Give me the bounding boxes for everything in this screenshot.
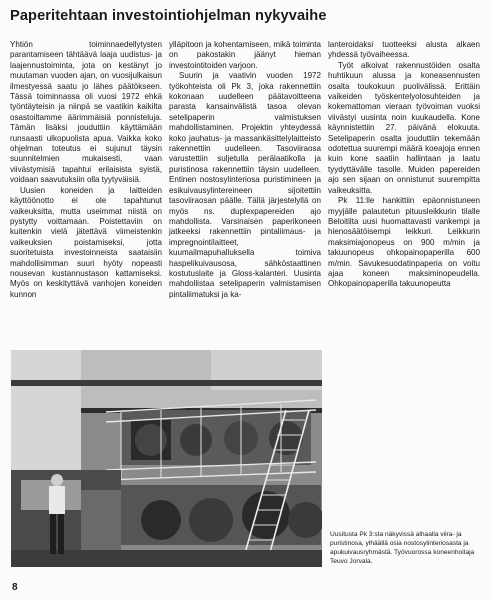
article-body <box>10 40 488 340</box>
page-title: Paperitehtaan investointiohjelman nykyvaihe <box>10 8 327 24</box>
paper-machine-photo <box>11 350 322 567</box>
text-column-2 <box>169 40 321 300</box>
paragraph: Työt alkoivat rakennustöiden osalta huhtikuun alussa ja koneasennusten osalta toukokuun puolivälissä. Erittäin vaikeiden työskentelyolosuhteiden ja kokemattoman vieraan työvoiman vuoksi viivästyi uusinta noin kuukaudella. Kone käynnistettiin 27. päivänä elokuuta. Setelipaperin osalta jouduttiin tekemään odotettua suurempi määrä koeajoja ennen kuin kone saatiin hallintaan ja laatu tyydyttävälle tasolle. Muiden papereiden ajo sen sijaan on onnistunut suurempitta vaikeuksitta. <box>328 60 480 195</box>
paragraph: Yhtiön toiminnaedellytysten parantamiseen tähtäävä laaja uudistus- ja laajennustoiminta, jota on kestänyt jo muutaman vuoden ajan, on vuosijulkaisun ilmestyessä saatu jo lähes päätökseen. Tässä toiminnassa oli vuosi 1972 ehkä työntäyteisin ja niinpä se vaatikin kaikilta osastoiltamme äärimmäisiä ponnisteluja. Tämän lisäksi jouduttiin käyttämään runsaasti ulkopuolista apua. Vaikka koko ohjelman toteutus ei sujunut täysin suunnitelmien mukaisesti, vaan viivästymisiä tapahtui erilaisista syistä, voidaan saavutuksiin olla tyytyväisiä. <box>10 40 162 185</box>
paragraph: Pk 11:lle hankittiin epäonnistuneen myyjälle palautetun pituusleikkurin tilalle Beloitilta uusi huomattavasti vankempi ja hienosäätöisempi leikkuri. Leikkurin maksimiajonopeus on 900 m/min ja takuunopeus ohkopainopaperilla 600 m/min. Savukesuodatinpaperia on voitu ajaa koneen maksiminopeudella. Ohkopainopaperilla takuunopeutta <box>328 196 480 289</box>
paragraph: ylläpitoon ja kohentamiseen, mikä toiminta on pakostakin jäänyt hieman investointitoiden varjoon. <box>169 40 321 70</box>
paragraph: lanteroidaksi tuotteeksi alusta alkaen yhdessä työvaiheessa. <box>328 40 480 60</box>
text-column-1 <box>10 40 162 300</box>
text-column-3 <box>328 40 480 290</box>
photo-caption: Uusitusta Pk 3:sta näkyvissä alhaalla viira- ja puristinosa, ylhäällä osia nostosylinteriosasta ja apukuivausryhmästä. Työvuorossa koneenhoitaja Teuvo Jorvala. <box>330 531 475 565</box>
paragraph: Uusien koneiden ja laitteiden käyttöönotto ei ole tapahtunut vaikeuksitta, mutta useimmat niistä on pystytty voittamaan. Poistettaviin on kuitenkin vielä jätettävä viimeistenkin vaikeuksien poistamiseksi, jotta suoritetuista investoinneista saataisiin mahdollisimman suuri hyöty nopeasti nousevan kustannustason kattamiseksi. Myös on keskityttävä vanhojen koneiden kunnon <box>10 185 162 299</box>
page-number: 8 <box>12 582 18 593</box>
paragraph: Suurin ja vaativin vuoden 1972 työkohteista oli Pk 3, joka rakennettiin kokonaan uudelleen päätavoitteena parasta kansainvälistä tasoa olevan setelipaperin valmistuksen mahdollistaminen. Projektin yhteydessä koko jauhatus- ja massankäsittelylaitteisto rakennettiin uudelleen. Tasoviiraosa varustettiin suljetulla perälaatikolla ja puristinosa rakennettiin täysin uudelleen. Entinen nostosylinteriosa puristimineen ja esikuivausylintereineen sijoitettiin tasoviiraosan päälle. Tällä järjestelyllä on myös ns. duplexpapereiden ajo mahdollista. Varsinaisen paperikoneen jatkeeksi rakennettiin pintaliimaus- ja impregnointilaitteet, kuumailmapuhalluksella toimiva haspelikuivausosa, sähköstaattinen kostutuslaite ja Gloss-kalanteri. Uusinta mahdollistaa setelipaperin valmistamisen pintaliimatuksi ja ka- <box>169 71 321 299</box>
